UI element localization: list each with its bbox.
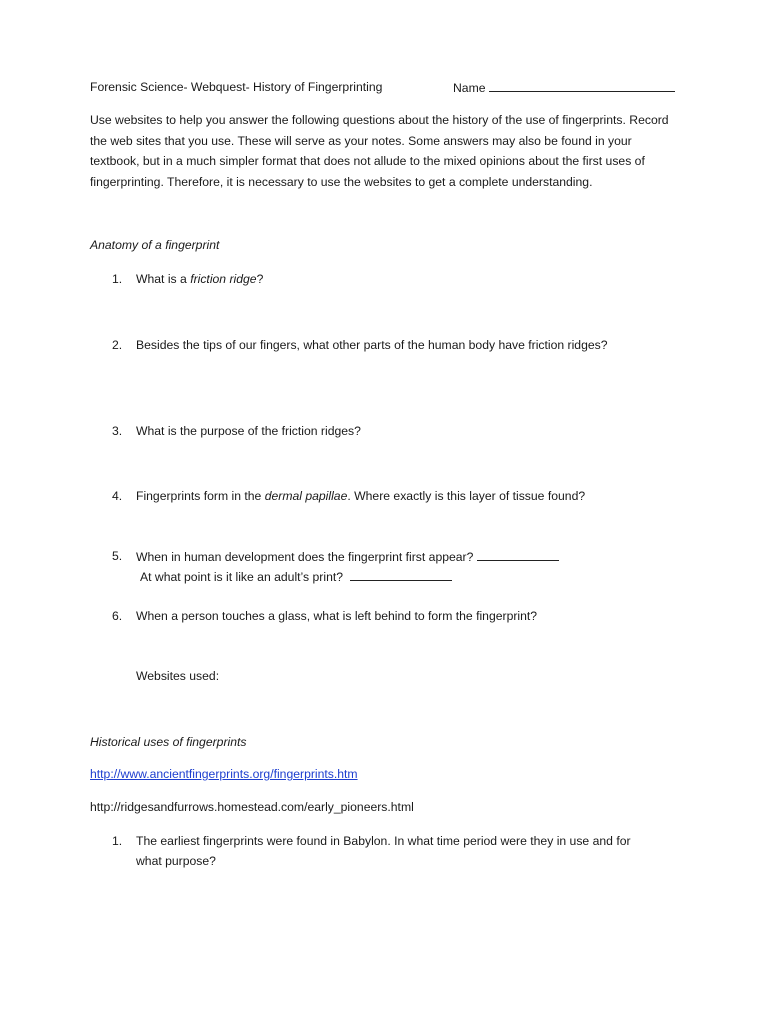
section-heading-anatomy: Anatomy of a fingerprint: [90, 238, 220, 252]
question-2: Besides the tips of our fingers, what other parts of the human body have friction ridges?: [136, 338, 608, 352]
question-number: 1.: [112, 834, 123, 848]
answer-blank[interactable]: [350, 569, 452, 581]
question-number: 5.: [112, 549, 123, 563]
historical-question-1-line-2: what purpose?: [136, 854, 216, 868]
question-4: Fingerprints form in the dermal papillae. Where exactly is this layer of tissue found?: [136, 489, 586, 503]
question-6: When a person touches a glass, what is left behind to form the fingerprint?: [136, 609, 538, 623]
name-label: Name: [453, 81, 486, 95]
link-ancient-fingerprints[interactable]: http://www.ancientfingerprints.org/fingerprints.htm: [90, 767, 358, 781]
link-ridges-and-furrows: http://ridgesandfurrows.homestead.com/early_pioneers.html: [90, 800, 414, 814]
name-field[interactable]: [453, 80, 675, 95]
question-1: What is a friction ridge?: [136, 272, 264, 286]
websites-used-label: Websites used:: [136, 669, 220, 683]
question-number: 1.: [112, 272, 123, 286]
page-title: Forensic Science- Webquest- History of Fingerprinting: [90, 80, 383, 94]
question-number: 2.: [112, 338, 123, 352]
historical-question-1-line-1: The earliest fingerprints were found in Babylon. In what time period were they in use and for: [136, 834, 631, 848]
question-number: 4.: [112, 489, 123, 503]
question-3: What is the purpose of the friction ridges?: [136, 424, 361, 438]
answer-blank[interactable]: [477, 549, 559, 561]
name-blank[interactable]: [489, 80, 675, 92]
intro-paragraph: Use websites to help you answer the following questions about the history of the use of fingerprints. Record the web sites that you use. These will serve as your notes. Some answers may also be found in your textbook, but in a much simpler format that does not allude to the mixed opinions about the first uses of fingerprinting. Therefore, it is necessary to use the websites to get a complete understanding.: [90, 113, 669, 189]
section-heading-historical: Historical uses of fingerprints: [90, 735, 247, 749]
question-5-line-1: When in human development does the fingerprint first appear?: [136, 549, 559, 564]
question-5-line-2: At what point is it like an adult’s print?: [140, 569, 452, 584]
question-number: 3.: [112, 424, 123, 438]
question-number: 6.: [112, 609, 123, 623]
